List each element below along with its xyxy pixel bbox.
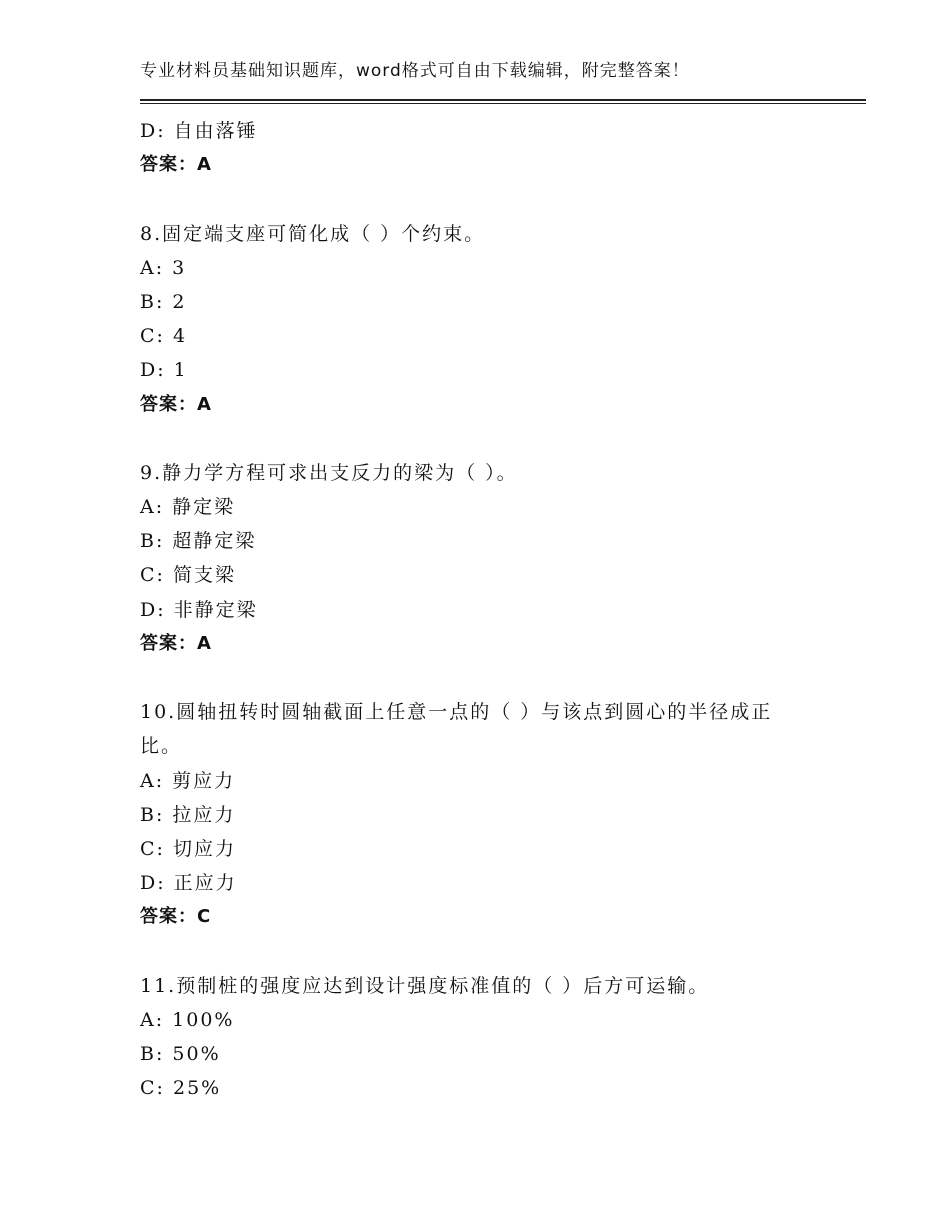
option-d: D: 正应力: [140, 872, 237, 895]
option-c: C: 4: [140, 325, 188, 348]
header-divider-thin: [140, 103, 866, 104]
page-header: 专业材料员基础知识题库，word格式可自由下载编辑，附完整答案！: [140, 61, 690, 81]
option-b: B: 2: [140, 290, 187, 313]
option-b: B: 50%: [140, 1043, 221, 1066]
question-spacer: [140, 182, 840, 216]
question-spacer: [140, 422, 840, 456]
question-spacer: [140, 661, 840, 695]
question-9: [140, 456, 840, 661]
question-stem: 10.圆轴扭转时圆轴截面上任意一点的（ ）与该点到圆心的半径成正比。: [140, 701, 773, 758]
question-spacer: [140, 935, 840, 969]
option-a: A: 静定梁: [140, 496, 236, 519]
option-a: A: 3: [140, 256, 187, 279]
option-c: C: 切应力: [140, 838, 236, 860]
question-11: [140, 969, 840, 1106]
question-stem: 11.预制桩的强度应达到设计强度标准值的（ ）后方可运输。: [140, 974, 710, 997]
question-stem: 8.固定端支座可简化成（ ）个约束。: [140, 222, 486, 245]
answer-label: 答案：C: [140, 906, 212, 928]
answer-label: 答案：A: [140, 393, 212, 415]
answer-label: 答案：A: [140, 154, 212, 176]
question-stem: 9.静力学方程可求出支反力的梁为（ ）。: [140, 461, 518, 484]
option-a: A: 100%: [140, 1008, 235, 1031]
option-b: B: 拉应力: [140, 803, 236, 826]
question-8: [140, 217, 840, 422]
option-d: D: 非静定梁: [140, 598, 258, 621]
option-a: A: 剪应力: [140, 769, 236, 792]
question-10: [140, 695, 840, 934]
question-list: [140, 114, 840, 1106]
option-c: C: 简支梁: [140, 564, 236, 587]
answer-label: 答案：A: [140, 632, 212, 654]
option-d: D: 1: [140, 359, 188, 382]
option-c: C: 25%: [140, 1077, 222, 1100]
header-divider-thick: [140, 99, 866, 101]
option-d: D: 自由落锤: [140, 120, 258, 142]
option-b: B: 超静定梁: [140, 530, 257, 553]
